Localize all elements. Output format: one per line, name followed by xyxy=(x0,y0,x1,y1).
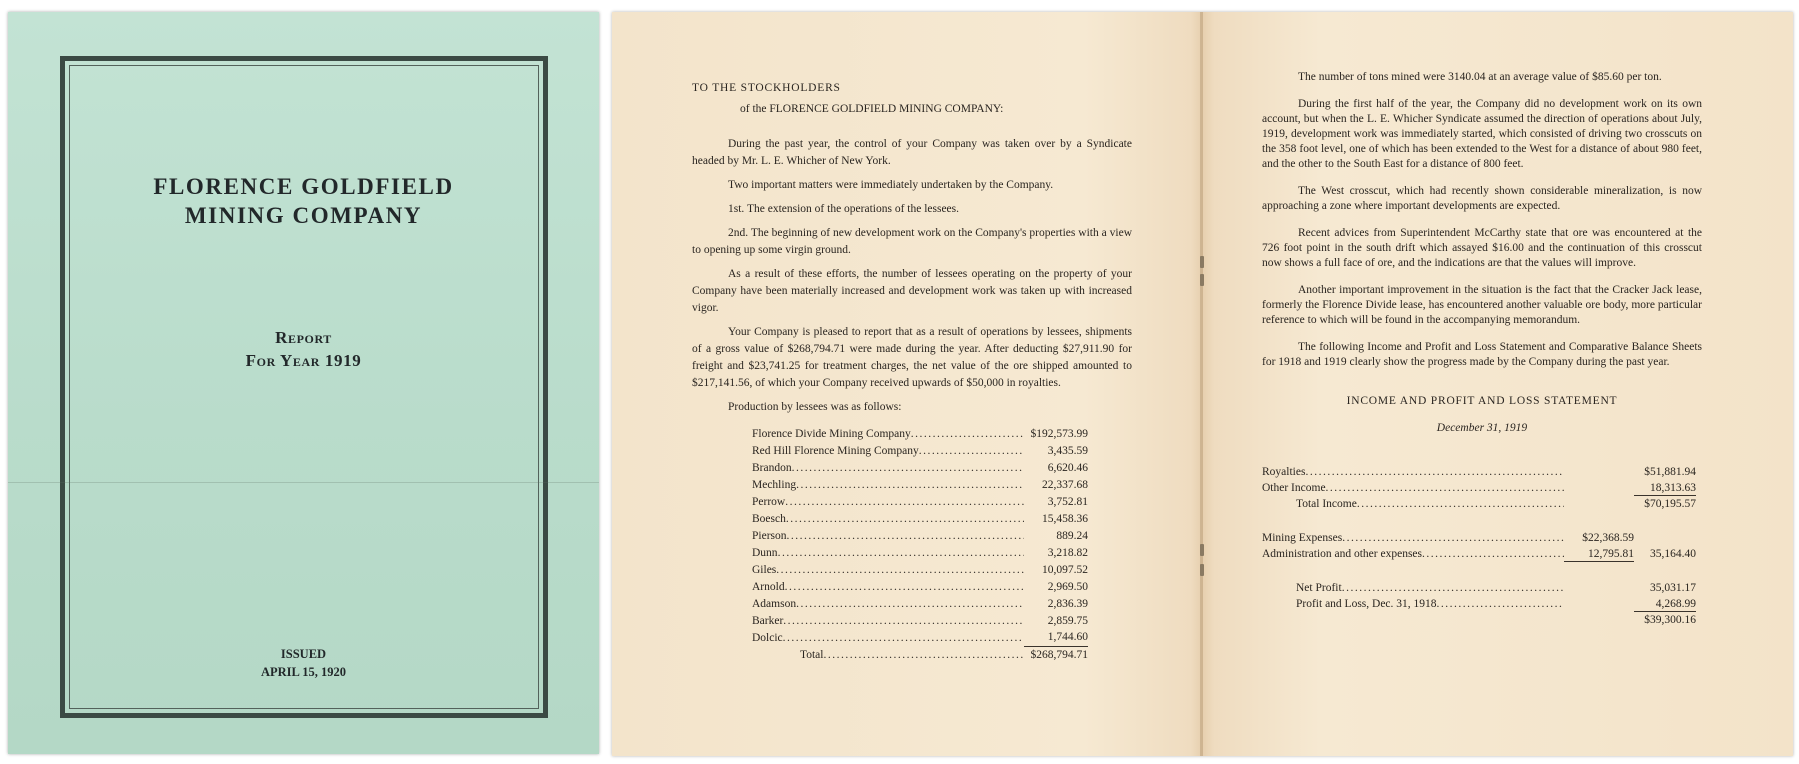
staple-top xyxy=(1200,256,1204,268)
income-statement-table xyxy=(1262,464,1696,628)
issued-date: APRIL 15, 1920 xyxy=(260,665,347,679)
letter-paragraph: During the past year, the control of your Company was taken over by a Syndicate headed by Mr. L. E. Whicher of New York. xyxy=(692,138,1132,167)
staple-bottom-2 xyxy=(1200,564,1204,576)
production-row: Dunn ..... 3,218.82 xyxy=(752,545,1088,562)
statement-row: Total Income ..... $70,195.57 xyxy=(1262,496,1696,512)
letter-paragraph: 2nd. The beginning of new development work on the Company's properties with a view to opening up some virgin ground. xyxy=(692,227,1132,256)
production-row: Arnold ..... 2,969.50 xyxy=(752,579,1088,596)
right-paragraph: During the first half of the year, the Company did no development work on its own account, but when the L. E. Whicher Syndicate assumed the direction of operations about July, 1919, development work was immediately started, which consisted of driving two crosscuts on the 358 foot level, one of which has been extended to the West for a distance of about 980 feet, and the other to the South East for a distance of 800 feet. xyxy=(1262,98,1702,170)
right-paragraph: The following Income and Profit and Loss Statement and Comparative Balance Sheets for 1918 and 1919 clearly show the progress made by the Company during the past year. xyxy=(1262,341,1702,368)
page-gutter xyxy=(1200,12,1203,756)
production-row: Red Hill Florence Mining Company ..... 3,435.59 xyxy=(752,443,1088,460)
right-paragraph: Recent advices from Superintendent McCarthy state that ore was encountered at the 726 foot point in the south drift which assayed $16.00 and the continuation of this crosscut now shows a full face of ore, and the indications are that the values will improve. xyxy=(1262,227,1702,269)
letter-paragraph: 1st. The extension of the operations of the lessees. xyxy=(728,203,960,215)
right-paragraph: The number of tons mined were 3140.04 at an average value of $85.60 per ton. xyxy=(1298,71,1662,83)
production-row: Brandon ..... 6,620.46 xyxy=(752,460,1088,477)
production-row: Adamson ..... 2,836.39 xyxy=(752,596,1088,613)
letter-paragraph: Two important matters were immediately undertaken by the Company. xyxy=(728,179,1054,191)
salutation-line2: of the FLORENCE GOLDFIELD MINING COMPANY: xyxy=(740,103,1004,115)
statement-row: Other Income ..... 18,313.63 xyxy=(1262,480,1696,496)
statement-date: December 31, 1919 xyxy=(1436,422,1528,434)
report-cover xyxy=(8,12,599,754)
report-spread xyxy=(612,12,1793,756)
cover-border xyxy=(60,56,548,718)
statement-row: Royalties ..... $51,881.94 xyxy=(1262,464,1696,480)
cover-title xyxy=(8,172,599,230)
staple-top-2 xyxy=(1200,274,1204,286)
production-row: Boesch ..... 15,458.36 xyxy=(752,511,1088,528)
statement-final-row: $39,300.16 xyxy=(1644,614,1696,626)
statement-row: Profit and Loss, Dec. 31, 1918 ..... 4,268.99 xyxy=(1262,596,1696,612)
issued-label: ISSUED xyxy=(280,647,327,661)
cover-issued xyxy=(8,645,599,681)
statement-row: Mining Expenses ..... $22,368.59 xyxy=(1262,530,1696,546)
production-row: Perrow ..... 3,752.81 xyxy=(752,494,1088,511)
statement-row: Net Profit ..... 35,031.17 xyxy=(1262,580,1696,596)
production-total-row: Total ..... $268,794.71 xyxy=(752,647,1088,664)
letter-paragraph: Your Company is pleased to report that as a result of operations by lessees, shipments of a gross value of $268,794.71 were made during the year. After deducting $27,911.90 for freight and $23,741.25 for treatment charges, the net value of the ore shipped amounted to $217,141.56, of which your Company received upwards of $50,000 in royalties. xyxy=(692,326,1132,389)
production-row: Mechling ..... 22,337.68 xyxy=(752,477,1088,494)
production-intro: Production by lessees was as follows: xyxy=(728,401,902,413)
production-row: Dolcic ..... 1,744.60 xyxy=(752,630,1088,647)
salutation-line1: TO THE STOCKHOLDERS xyxy=(692,82,841,94)
production-row: Pierson ..... 889.24 xyxy=(752,528,1088,545)
statement-title: INCOME AND PROFIT AND LOSS STATEMENT xyxy=(1346,395,1618,407)
production-row: Barker ..... 2,859.75 xyxy=(752,613,1088,630)
statement-row: Administration and other expenses ..... 12,795.81 35,164.40 xyxy=(1262,546,1696,562)
statement-page xyxy=(1262,70,1702,628)
letter-page xyxy=(692,80,1132,664)
letter-paragraph: As a result of these efforts, the number of lessees operating on the property of your Company have been materially increased and development work was taken up with increased vigor. xyxy=(692,268,1132,314)
right-paragraph: Another important improvement in the situation is the fact that the Cracker Jack lease, formerly the Florence Divide lease, has encountered another valuable ore body, more particular reference to which will be found in the accompanying memorandum. xyxy=(1262,284,1702,326)
right-paragraph: The West crosscut, which had recently shown considerable mineralization, is now approaching a zone where important developments are expected. xyxy=(1262,185,1702,212)
cover-title-line2: MINING COMPANY xyxy=(184,203,423,228)
cover-report-line2: For Year 1919 xyxy=(245,351,362,370)
production-row: Giles ..... 10,097.52 xyxy=(752,562,1088,579)
staple-bottom xyxy=(1200,544,1204,556)
cover-report-line1: Report xyxy=(275,328,332,347)
production-table xyxy=(752,426,1088,664)
cover-title-line1: FLORENCE GOLDFIELD xyxy=(153,174,454,199)
cover-report-heading xyxy=(8,326,599,372)
production-row: Florence Divide Mining Company ..... $192,573.99 xyxy=(752,426,1088,443)
